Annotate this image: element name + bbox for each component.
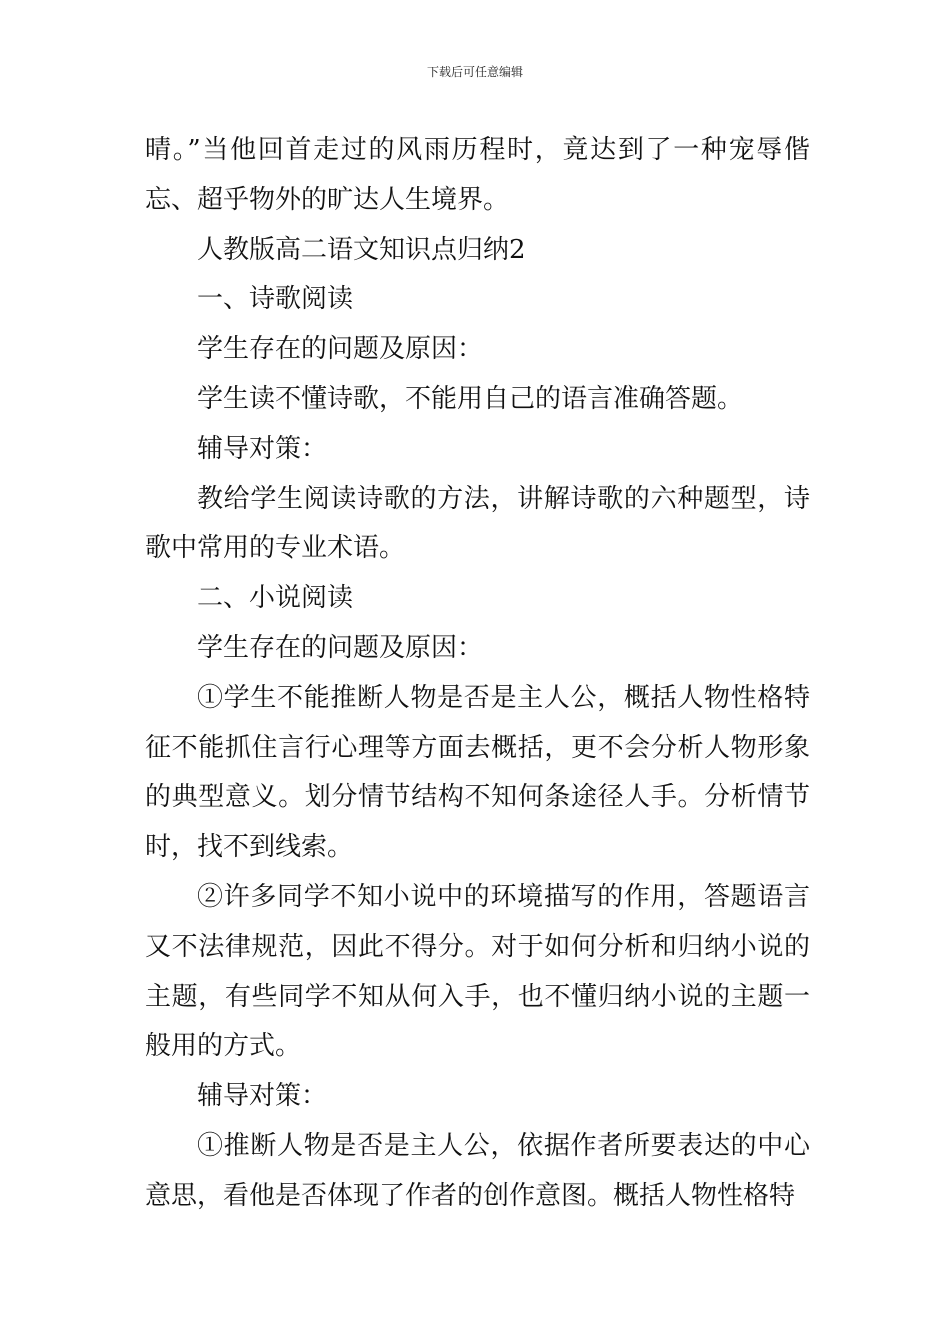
paragraph: ①学生不能推断人物是否是主人公，概括人物性格特征不能抓住言行心理等方面去概括，更不会分析人物形象的典型意义。划分情节结构不知何条途径人手。分析情节时，找不到线索。 — [145, 682, 810, 863]
page-header: 下载后可任意编辑 — [426, 65, 523, 79]
paragraph: ①推断人物是否是主人公，依据作者所要表达的中心意思，看他是否体现了作者的创作意图。概括人物性格特 — [145, 1130, 810, 1211]
section-title: 人教版高二语文知识点归纳2 — [197, 234, 526, 265]
document-body — [145, 126, 810, 1222]
label-tutoring-strategy: 辅导对策： — [197, 1081, 328, 1112]
label-tutoring-strategy: 辅导对策： — [197, 433, 328, 464]
heading-novel-reading: 二、小说阅读 — [197, 583, 354, 614]
label-problems-causes: 学生存在的问题及原因： — [197, 632, 484, 663]
paragraph-continuation: 晴。”当他回首走过的风雨历程时，竟达到了一种宠辱偕忘、超乎物外的旷达人生境界。 — [145, 135, 810, 215]
paragraph: 学生读不懂诗歌，不能用自己的语言准确答题。 — [197, 383, 744, 414]
paragraph: 教给学生阅读诗歌的方法，讲解诗歌的六种题型，诗歌中常用的专业术语。 — [145, 483, 810, 564]
heading-poetry-reading: 一、诗歌阅读 — [197, 284, 354, 315]
label-problems-causes: 学生存在的问题及原因： — [197, 334, 484, 365]
paragraph: ②许多同学不知小说中的环境描写的作用，答题语言又不法律规范，因此不得分。对于如何分析和归纳小说的主题，有些同学不知从何入手，也不懂归纳小说的主题一般用的方式。 — [145, 881, 810, 1062]
